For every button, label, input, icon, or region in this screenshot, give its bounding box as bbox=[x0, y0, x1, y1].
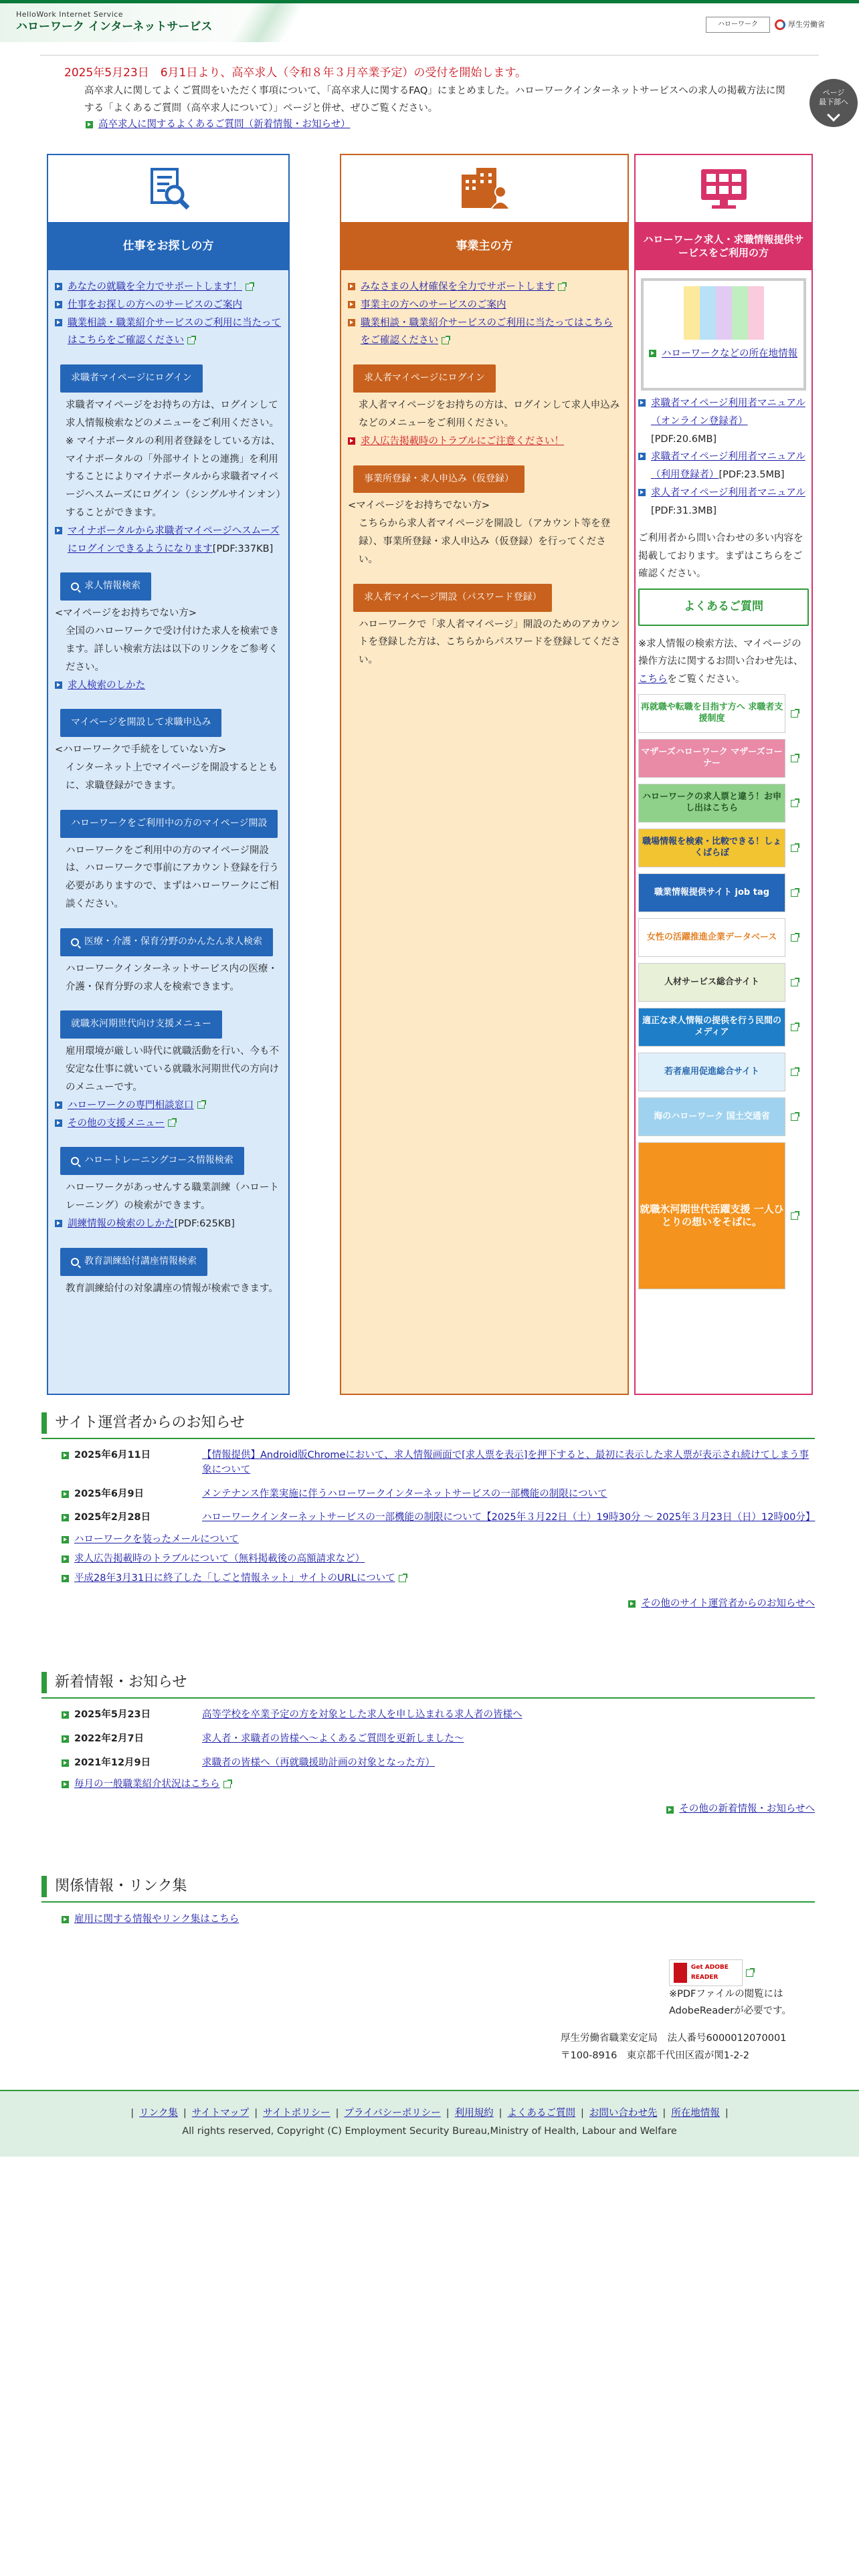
service-icon-area bbox=[636, 155, 812, 222]
office-location-link[interactable]: ハローワークなどの所在地情報 bbox=[662, 348, 797, 359]
site-news-item[interactable]: メンテナンス作業実施に伴うハローワークインターネットサービスの一部機能の制限について bbox=[202, 1488, 607, 1499]
footer-separator: | bbox=[498, 2108, 502, 2119]
pdf-note-line2: AdobeReaderが必要です。 bbox=[669, 2005, 792, 2016]
office-building-icon bbox=[458, 165, 511, 212]
arrow-icon bbox=[86, 121, 93, 128]
arrow-icon bbox=[62, 1711, 69, 1719]
faq-button[interactable]: よくあるご質問 bbox=[638, 588, 809, 625]
page-down-button[interactable]: ページ 最下部へ bbox=[809, 79, 858, 127]
map-illustration bbox=[684, 286, 764, 340]
external-link-icon bbox=[791, 710, 798, 718]
footer-separator: | bbox=[662, 2108, 666, 2119]
document-search-icon bbox=[145, 165, 192, 212]
job-search-text: 全国のハローワークで受け付けた求人を検索できます。詳しい検索方法は以下のリンクをご参考ください。 bbox=[66, 626, 279, 673]
related-title: 関係情報・リンク集 bbox=[41, 1876, 815, 1897]
arrow-icon bbox=[62, 1514, 69, 1521]
external-link-icon bbox=[791, 1113, 798, 1121]
site-news-title: サイト運営者からのお知らせ bbox=[41, 1412, 815, 1434]
banner-item[interactable] bbox=[638, 694, 809, 733]
training-search-text: ハローワークがあっせんする職業訓練（ハロートレーニング）の検索ができます。 bbox=[66, 1182, 279, 1212]
site-news-link[interactable]: 求人広告掲載時のトラブルについて（無料掲載後の高額請求など） bbox=[74, 1553, 365, 1565]
site-news-more-link[interactable]: その他のサイト運営者からのお知らせへ bbox=[641, 1598, 815, 1609]
employer-link-terms[interactable]: 職業相談・職業紹介サービスのご利用に当たってはこちらをご確認ください bbox=[361, 317, 613, 346]
external-link-icon bbox=[791, 1024, 798, 1031]
site-logo-link[interactable]: ハローワーク インターネットサービス bbox=[16, 20, 213, 33]
ice-age-support-button[interactable]: 就職氷河期世代向け支援メニュー bbox=[60, 1010, 222, 1039]
arrow-icon bbox=[62, 1491, 69, 1498]
adobe-reader-badge[interactable]: Get ADOBE READER bbox=[669, 1959, 743, 1986]
banner-image[interactable]: 再就職や転職を目指す方へ 求職者支援制度 bbox=[638, 694, 785, 733]
jobseeker-title: 仕事をお探しの方 bbox=[48, 222, 288, 270]
external-link-icon bbox=[791, 1069, 798, 1076]
manual-employer-link[interactable]: 求人者マイページ利用者マニュアル bbox=[651, 488, 805, 499]
external-link-icon bbox=[791, 934, 798, 942]
external-link-icon bbox=[246, 284, 253, 291]
monitor-grid-icon bbox=[697, 165, 751, 212]
site-header bbox=[0, 3, 859, 42]
banner-image[interactable]: マザーズハローワーク マザーズコーナー bbox=[638, 739, 785, 778]
footer-link[interactable]: お問い合わせ先 bbox=[589, 2108, 658, 2119]
arrow-icon bbox=[638, 453, 646, 460]
footer-link[interactable]: リンク集 bbox=[139, 2108, 178, 2119]
banner-item[interactable] bbox=[638, 918, 809, 957]
jobseeker-login-text: 求職者マイページをお持ちの方は、ログインして求人情報検索などのメニューをご利用ください。 bbox=[66, 400, 279, 429]
news-more-link[interactable]: その他の新着情報・お知らせへ bbox=[679, 1804, 815, 1815]
footer-links bbox=[0, 2106, 859, 2121]
banner-image[interactable]: 人材サービス総合サイト bbox=[638, 963, 785, 1002]
external-link-icon bbox=[791, 800, 798, 807]
training-howto-size: [PDF:625KB] bbox=[174, 1218, 235, 1229]
open-mypage-text: インターネット上でマイページを開設するとともに、求職登録ができます。 bbox=[66, 762, 278, 791]
mhlw-logo[interactable]: 厚生労働省 bbox=[775, 17, 842, 33]
open-mypage-button[interactable]: マイページを開設して求職申込み bbox=[60, 709, 221, 737]
banner-image[interactable]: 適正な求人情報の提供を行う民間のメディア bbox=[638, 1008, 785, 1047]
manual-online-link[interactable]: 求職者マイページ利用者マニュアル（オンライン登録者） bbox=[651, 398, 805, 427]
banner-image[interactable]: 職業情報提供サイト job tag bbox=[638, 873, 785, 912]
open-mypage-note: <ハローワークで手続をしていない方> bbox=[55, 744, 227, 756]
employer-title: 事業主の方 bbox=[341, 222, 628, 270]
banner-item[interactable] bbox=[638, 963, 809, 1002]
arrow-icon bbox=[649, 350, 656, 357]
arrow-icon bbox=[55, 681, 62, 689]
manual-registered-link[interactable]: 求職者マイページ利用者マニュアル（利用登録者） bbox=[651, 451, 805, 481]
employer-register-button[interactable]: 事業所登録・求人申込み（仮登録） bbox=[353, 465, 524, 494]
care-search-button[interactable]: 医療・介護・保育分野のかんたん求人検索 bbox=[60, 928, 273, 956]
related-section bbox=[41, 1876, 815, 1927]
pdf-note-line1: ※PDFファイルの閲覧には bbox=[669, 1989, 783, 2000]
banner-image[interactable]: 女性の活躍推進企業データベース bbox=[638, 918, 785, 957]
employer-link-services[interactable]: 事業主の方へのサービスのご案内 bbox=[361, 299, 506, 310]
ad-trouble-warning-link[interactable]: 求人広告掲載時のトラブルにご注意ください！ bbox=[361, 435, 564, 447]
jobseeker-column bbox=[47, 154, 290, 1395]
banner-item[interactable] bbox=[638, 739, 809, 778]
job-search-button[interactable]: 求人情報検索 bbox=[60, 572, 151, 601]
footer-link[interactable]: 所在地情報 bbox=[671, 2108, 720, 2119]
monthly-status-link[interactable]: 毎月の一般職業紹介状況はこちら bbox=[74, 1779, 220, 1790]
footer-link[interactable]: サイトマップ bbox=[191, 2108, 250, 2119]
site-footer bbox=[0, 2090, 859, 2157]
jobseeker-link-services[interactable]: 仕事をお探しの方へのサービスのご案内 bbox=[68, 299, 242, 310]
education-search-text: 教育訓練給付の対象講座の情報が検索できます。 bbox=[66, 1283, 278, 1294]
arrow-icon bbox=[348, 319, 355, 326]
search-icon bbox=[71, 1157, 79, 1165]
arrow-icon bbox=[348, 301, 355, 308]
job-search-howto-link[interactable]: 求人検索のしかた bbox=[68, 679, 145, 691]
notice-body: 高卒求人に関してよくご質問をいただく事項について、「高卒求人に関するFAQ」にまとめました。ハローワークインターネットサービスへの求人の掲載方法に関する「よくあるご質問（高卒求人について）」ページと併せ、ぜひご覧ください。 bbox=[84, 86, 785, 114]
banner-item[interactable] bbox=[638, 829, 809, 867]
care-search-text: ハローワークインターネットサービス内の医療・介護・保育分野の求人を検索できます。 bbox=[66, 963, 278, 992]
news-item[interactable]: 求人者・求職者の皆様へ～よくあるご質問を更新しました～ bbox=[202, 1733, 464, 1744]
employer-login-button[interactable]: 求人者マイページにログイン bbox=[353, 364, 496, 393]
banner-image[interactable]: ハローワークの求人票と違う！お申し出はこちら bbox=[638, 784, 785, 823]
notice-banner bbox=[64, 64, 787, 133]
inquiry-text: ※求人情報の検索方法、マイページの操作方法に関するお問い合わせ先は、こちらをご覧ください。 bbox=[638, 638, 803, 685]
external-link-icon bbox=[223, 1781, 231, 1788]
service-users-title: ハローワーク求人・求職情報提供サービスをご利用の方 bbox=[636, 222, 812, 270]
adobe-icon bbox=[674, 1963, 687, 1983]
arrow-icon bbox=[55, 1101, 62, 1109]
banner-item[interactable] bbox=[638, 1053, 809, 1091]
footer-link[interactable]: プライバシーポリシー bbox=[344, 2108, 441, 2119]
arrow-icon bbox=[55, 319, 62, 326]
map-info-box[interactable] bbox=[641, 278, 806, 391]
banner-item[interactable] bbox=[638, 784, 809, 823]
employer-password-text: ハローワークで「求人者マイページ」開設のためのアカウントを登録した方は、こちらからパスワードを登録してください。 bbox=[359, 619, 621, 666]
site-news-item[interactable]: 【情報提供】Android版Chromeにおいて、求人情報画面で[求人票を表示]を押下すると、最初に表示した求人票が表示され続けてしまう事象について bbox=[202, 1450, 809, 1475]
employer-icon-area bbox=[341, 155, 628, 222]
mynumber-size: [PDF:337KB] bbox=[212, 543, 274, 554]
employer-register-note: <マイページをお持ちでない方> bbox=[348, 500, 490, 512]
news-item[interactable]: 高等学校を卒業予定の方を対象とした求人を申し込まれる求人者の皆様へ bbox=[202, 1709, 522, 1720]
footer-separator: | bbox=[725, 2108, 729, 2119]
education-search-button[interactable]: 教育訓練給付講座情報検索 bbox=[60, 1248, 207, 1276]
warning-icon bbox=[348, 437, 355, 445]
footer-separator: | bbox=[254, 2108, 258, 2119]
arrow-icon bbox=[62, 1781, 69, 1788]
footer-link[interactable]: サイトポリシー bbox=[263, 2108, 330, 2119]
arrow-icon bbox=[62, 1555, 69, 1563]
employer-column bbox=[340, 154, 629, 1395]
external-link-icon bbox=[558, 284, 565, 291]
external-link-icon bbox=[791, 845, 798, 852]
training-howto-link[interactable]: 訓練情報の検索のしかた bbox=[68, 1218, 175, 1229]
arrow-icon bbox=[55, 1220, 62, 1227]
jobseeker-link-terms[interactable]: 職業相談・職業紹介サービスのご利用に当たってはこちらをご確認ください bbox=[68, 317, 281, 346]
arrow-icon bbox=[666, 1806, 674, 1814]
external-link-icon bbox=[791, 889, 798, 897]
footer-link[interactable]: よくあるご質問 bbox=[507, 2108, 576, 2119]
banner-list bbox=[638, 694, 809, 1289]
external-link-icon bbox=[399, 1575, 406, 1582]
mhlw-emblem-icon bbox=[775, 19, 785, 30]
copyright: All rights reserved, Copyright (C) Employment Security Bureau,Ministry of Health, Labour and Welfare bbox=[182, 2126, 677, 2137]
job-search-note: <マイページをお持ちでない方> bbox=[55, 608, 197, 619]
external-link-icon bbox=[187, 337, 195, 344]
arrow-icon bbox=[348, 283, 355, 290]
faq-description: ご利用者から問い合わせの多い内容を掲載しております。まずはこちらをご確認ください。 bbox=[638, 532, 803, 580]
jobseeker-link-support[interactable]: あなたの就職を全力でサポートします！ bbox=[68, 282, 242, 292]
employer-login-text: 求人者マイページをお持ちの方は、ログインして求人申込みなどのメニューをご利用ください。 bbox=[359, 400, 620, 429]
notice-link[interactable]: 高卒求人に関するよくあるご質問（新着情報・お知らせ） bbox=[98, 119, 351, 130]
banner-image[interactable]: 海のハローワーク 国土交通省 bbox=[638, 1097, 785, 1136]
banner-image[interactable]: 職場情報を検索・比較できる！しょくばらぼ bbox=[638, 829, 785, 867]
news-item[interactable]: 求職者の皆様へ（再就職援助計画の対象となった方） bbox=[202, 1757, 435, 1768]
arrow-icon bbox=[628, 1600, 636, 1608]
hellowork-logo[interactable]: ハローワーク bbox=[706, 17, 770, 33]
external-link-icon bbox=[791, 979, 798, 986]
arrow-icon bbox=[55, 283, 62, 290]
site-subtitle: HelloWork Internet Service bbox=[16, 10, 124, 19]
notice-headline: 2025年5月23日 6月1日より、高卒求人（令和８年３月卒業予定）の受付を開始します。 bbox=[64, 66, 527, 80]
banner-image[interactable]: 就職氷河期世代活躍支援 一人ひとりの想いをそばに。 bbox=[638, 1142, 785, 1289]
corporate-info: 厚生労働省職業安定局 法人番号6000012070001 〒100-8916 東京都千代田区霞が関1-2-2 bbox=[561, 2033, 787, 2062]
search-icon bbox=[71, 1258, 79, 1266]
arrow-icon bbox=[55, 301, 62, 308]
employer-password-button[interactable]: 求人者マイページ開設（パスワード登録） bbox=[353, 584, 552, 612]
hw-user-mypage-button[interactable]: ハローワークをご利用中の方のマイページ開設 bbox=[60, 810, 278, 838]
pdf-note bbox=[669, 1959, 809, 2019]
arrow-icon bbox=[62, 1916, 69, 1923]
site-news-link[interactable]: 平成28年3月31日に終了した「しごと情報ネット」サイトのURLについて bbox=[74, 1573, 395, 1584]
employer-register-text: こちらから求人者マイページを開設し（アカウント等を登録）、事業所登録・求人申込み（仮登録）を行ってください。 bbox=[359, 518, 611, 565]
related-link[interactable]: 雇用に関する情報やリンク集はこちら bbox=[74, 1914, 240, 1925]
footer-separator: | bbox=[130, 2108, 134, 2119]
ice-age-other-link[interactable]: その他の支援メニュー bbox=[68, 1117, 165, 1129]
mynumber-link[interactable]: マイナポータルから求職者マイページへスムーズにログインできるようになります bbox=[68, 525, 280, 554]
banner-item[interactable] bbox=[638, 1142, 809, 1289]
hw-user-mypage-text: ハローワークをご利用中の方のマイページ開設は、ハローワークで事前にアカウント登録を行う必要がありますので、まずはハローワークにご相談ください。 bbox=[66, 845, 279, 910]
service-users-column: ハローワーク求人・求職情報提供サービスをご利用の方 ハローワークなどの所在地情報 求職者マイページ利用者マニュアル（オンライン登録者）[PDF:20.6MB] 求職者マイページ利用者マニュアル（利用登録者）[PDF:23.5MB] 求人者マイページ利用者マニュアル[PDF:31.3MB] ご利用者から問い合わせの多い内容を掲載しております。まずはこちらをご確認ください。 よくあるご質問 ※求人情報の検索方法、マイページの操作方法に関するお問い合わせ先は、こちらをご覧ください。 再就職や転職を目指す方へ 求職者支援制度 マザーズハローワーク マザーズコーナー ハローワークの求人票と違う！お申し出はこちら 職場情報を検索・比較できる！しょくばらぼ 職業情報提供サイト job tag 女性の活躍推進企業データベース 人材サービス総合サイト 適正な求人情報の提供を行う民間のメディア 若者雇用促進総合サイト 海のハローワーク 国土交通省 就職氷河期世代活躍支援 一人ひとりの想いをそばに。 bbox=[634, 154, 813, 1395]
external-link-icon bbox=[791, 1212, 798, 1220]
banner-item[interactable] bbox=[638, 1008, 809, 1047]
arrow-icon bbox=[62, 1759, 69, 1767]
footer-link[interactable]: 利用規約 bbox=[454, 2108, 494, 2119]
news-title: 新着情報・お知らせ bbox=[41, 1672, 815, 1693]
footer-separator: | bbox=[581, 2108, 584, 2119]
banner-item[interactable] bbox=[638, 1097, 809, 1136]
arrow-icon bbox=[62, 1536, 69, 1543]
mynumber-text: ※ マイナポータルの利用者登録をしている方は、マイナポータルの「外部サイトとの連携」を利用することによりマイナポータルから求職者マイページへスムーズにログイン（シングルサインオン）することができます。 bbox=[66, 435, 281, 519]
arrow-icon bbox=[55, 1119, 62, 1127]
arrow-icon bbox=[55, 527, 62, 534]
arrow-icon bbox=[638, 489, 646, 496]
arrow-icon bbox=[62, 1735, 69, 1743]
external-link-icon bbox=[746, 1969, 753, 1977]
site-news-link[interactable]: ハローワークを装ったメールについて bbox=[74, 1534, 239, 1545]
site-news-section: サイト運営者からのお知らせ 2025年6月11日 【情報提供】Android版Chromeにおいて、求人情報画面で[求人票を表示]を押下すると、最初に表示した求人票が表示され続けてしまう事象について 2025年6月9日 メンテナンス作業実施に伴うハローワークインターネットサービスの一部機能の制限について 2025年2月28日 ハローワークインターネットサービスの一部機能の制限について【2025年３月22日（土）19時30分 ～ 2025年３月23日（日）12時00分】 ハローワークを装ったメールについて 求人広告掲載時のトラブルについて（無料掲載後の高額請求など） 平成28年3月31日に終了した「しごと情報ネット」サイトのURLについて その他のサイト運営者からのお知らせへ bbox=[41, 1412, 815, 1612]
banner-image[interactable]: 若者雇用促進総合サイト bbox=[638, 1053, 785, 1091]
jobseeker-login-button[interactable]: 求職者マイページにログイン bbox=[60, 364, 203, 393]
footer-separator: | bbox=[183, 2108, 187, 2119]
site-news-item[interactable]: ハローワークインターネットサービスの一部機能の制限について【2025年３月22日（土）19時30分 ～ 2025年３月23日（日）12時00分】 bbox=[202, 1512, 816, 1523]
news-section: 新着情報・お知らせ 2025年5月23日 高等学校を卒業予定の方を対象とした求人を申し込まれる求人者の皆様へ 2022年2月7日 求人者・求職者の皆様へ～よくあるご質問を更新しました～ 2021年12月9日 求職者の皆様へ（再就職援助計画の対象となった方） 毎月の一般職業紹介状況はこちら その他の新着情報・お知らせへ bbox=[41, 1672, 815, 1818]
external-link-icon bbox=[791, 755, 798, 762]
external-link-icon bbox=[197, 1101, 205, 1109]
search-icon bbox=[71, 582, 79, 591]
inquiry-link[interactable]: こちら bbox=[638, 674, 668, 685]
search-icon bbox=[71, 938, 79, 946]
arrow-icon bbox=[62, 1452, 69, 1459]
jobseeker-icon-area bbox=[48, 155, 288, 222]
ice-age-consult-link[interactable]: ハローワークの専門相談窓口 bbox=[68, 1099, 194, 1111]
chevron-down-icon bbox=[827, 108, 840, 122]
footer-separator: | bbox=[335, 2108, 339, 2119]
arrow-icon bbox=[62, 1575, 69, 1582]
external-link-icon bbox=[442, 337, 449, 344]
footer-separator: | bbox=[446, 2108, 450, 2119]
employer-link-support[interactable]: みなさまの人材確保を全力でサポートします bbox=[361, 282, 555, 292]
banner-item[interactable] bbox=[638, 873, 809, 912]
ice-age-support-text: 雇用環境が厳しい時代に就職活動を行い、今も不安定な仕事に就いている就職氷河期世代の方向けのメニューです。 bbox=[66, 1046, 279, 1093]
arrow-icon bbox=[638, 399, 646, 407]
header-divider bbox=[40, 55, 819, 56]
training-search-button[interactable]: ハロートレーニングコース情報検索 bbox=[60, 1147, 244, 1175]
header-swoosh bbox=[214, 3, 321, 42]
external-link-icon bbox=[168, 1119, 175, 1127]
